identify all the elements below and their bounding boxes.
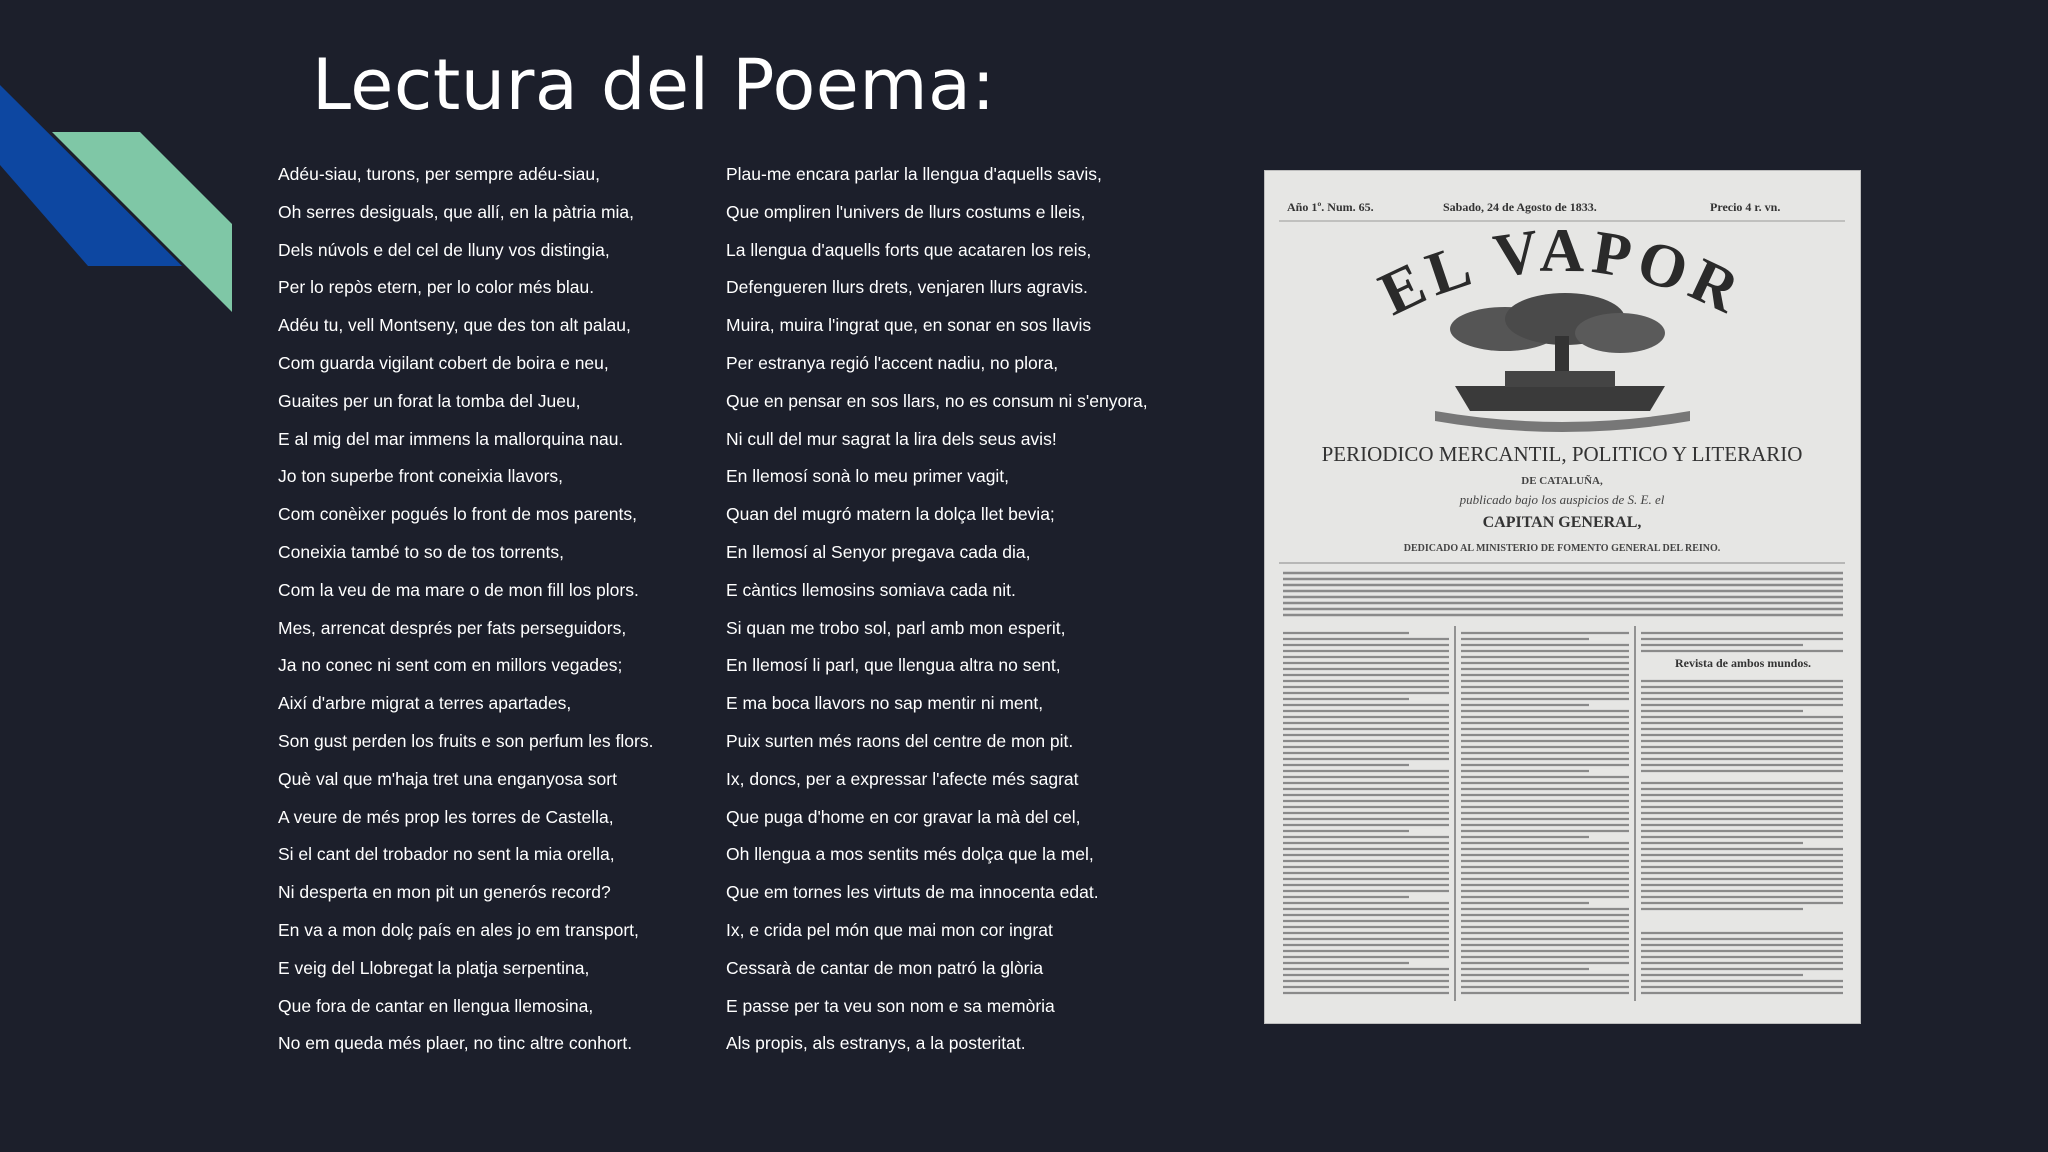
poem-line: Als propis, als estranys, a la posteritat. [726, 1033, 1026, 1054]
poem-line: Puix surten més raons del centre de mon pit. [726, 730, 1074, 751]
poem-line: Mes, arrencat després per fats perseguidors, [278, 617, 627, 638]
poem-line: Ni desperta en mon pit un generós record? [278, 882, 611, 903]
poem-line: Si el cant del trobador no sent la mia orella, [278, 844, 615, 865]
poem-line: E passe per ta veu son nom e sa memòria [726, 995, 1055, 1016]
decorative-stripes [0, 0, 240, 320]
poem-line: Ix, doncs, per a expressar l'afecte més sagrat [726, 768, 1079, 789]
poem-line: Si quan me trobo sol, parl amb mon esperit, [726, 617, 1066, 638]
section-title: Revista de ambos mundos. [1674, 656, 1812, 670]
newspaper-image [1264, 170, 1861, 1024]
poem-line: Com guarda vigilant cobert de boira e neu, [278, 352, 609, 373]
poem-line: Com la veu de ma mare o de mon fill los plors. [278, 579, 639, 600]
poem-line: Que puga d'home en cor gravar la mà del cel, [726, 806, 1081, 827]
poem-line: Ja no conec ni sent com en millors vegades; [278, 655, 623, 676]
poem-line: Així d'arbre migrat a terres apartades, [278, 693, 572, 714]
poem-line: Per estranya regió l'accent nadiu, no plora, [726, 352, 1059, 373]
poem-line: E al mig del mar immens la mallorquina nau. [278, 428, 624, 449]
poem-line: Jo ton superbe front coneixia llavors, [278, 466, 564, 487]
poem-line: Son gust perden los fruits e son perfum les flors. [278, 730, 654, 751]
poem-line: Que ompliren l'univers de llurs costums e lleis, [726, 201, 1086, 222]
steamship-illustration [1435, 293, 1690, 432]
poem-line: Què val que m'haja tret una enganyosa sort [278, 768, 617, 789]
poem-line: Que fora de cantar en llengua llemosina, [278, 995, 594, 1016]
poem-line: Ix, e crida pel món que mai mon cor ingrat [726, 919, 1053, 940]
newspaper-body-text [1283, 573, 1843, 993]
poem-line: Oh serres desiguals, que allí, en la pàtria mia, [278, 201, 635, 222]
poem-line: E càntics llemosins somiava cada nit. [726, 579, 1016, 600]
poem-line: Adéu tu, vell Montseny, que des ton alt palau, [278, 315, 631, 336]
poem-line: Muira, muira l'ingrat que, en sonar en sos llavis [726, 315, 1092, 336]
poem-line: E ma boca llavors no sap mentir ni ment, [726, 693, 1044, 714]
masthead-title: EL VAPOR [1369, 216, 1755, 329]
price-line: Precio 4 r. vn. [1710, 200, 1781, 214]
poem-line: E veig del Llobregat la platja serpentina, [278, 957, 590, 978]
poem-line: No em queda més plaer, no tinc altre conhort. [278, 1033, 633, 1054]
newspaper-subtitle-4: CAPITAN GENERAL, [1482, 514, 1642, 531]
poem-line: Plau-me encara parlar la llengua d'aquells savis, [726, 164, 1102, 184]
poem-line: Que em tornes les virtuts de ma innocenta edat. [726, 882, 1099, 903]
poem-line: Cessarà de cantar de mon patró la glòria [726, 957, 1044, 978]
slide-title: Lectura del Poema: [312, 44, 996, 126]
poem-line: En va a mon dolç país en ales jo em transport, [278, 919, 639, 940]
poem-line: En llemosí li parl, que llengua altra no sent, [726, 655, 1061, 676]
poem-line: Adéu-siau, turons, per sempre adéu-siau, [278, 164, 600, 184]
poem-left-column [278, 162, 653, 1069]
date-line: Sabado, 24 de Agosto de 1833. [1443, 200, 1597, 214]
newspaper-subtitle: PERIODICO MERCANTIL, POLITICO Y LITERARIO [1321, 442, 1803, 466]
poem-line: Oh llengua a mos sentits més dolça que la mel, [726, 844, 1094, 865]
poem-line: Que en pensar en sos llars, no es consum ni s'enyora, [726, 390, 1148, 411]
poem-line: Quan del mugró matern la dolça llet bevia; [726, 504, 1055, 525]
poem-line: A veure de més prop les torres de Castella, [278, 806, 614, 827]
issue-line: Año 1º. Num. 65. [1287, 200, 1374, 214]
poem-line: Com conèixer pogués lo front de mos parents, [278, 504, 637, 525]
newspaper-subtitle-3: publicado bajo los auspicios de S. E. el [1459, 492, 1665, 507]
poem-line: Ni cull del mur sagrat la lira dels seus avis! [726, 428, 1057, 449]
poem-line: Guaites per un forat la tomba del Jueu, [278, 390, 581, 411]
poem-line: En llemosí al Senyor pregava cada dia, [726, 541, 1031, 562]
poem-line: Per lo repòs etern, per lo color més blau. [278, 277, 595, 298]
newspaper-subtitle-2: DE CATALUÑA, [1521, 475, 1603, 487]
poem-right-column [726, 162, 1148, 1069]
poem-line: La llengua d'aquells forts que acataren los reis, [726, 239, 1092, 260]
poem-line: En llemosí sonà lo meu primer vagit, [726, 466, 1010, 487]
newspaper-subtitle-5: DEDICADO AL MINISTERIO DE FOMENTO GENERAL DEL REINO. [1403, 543, 1721, 554]
poem-line: Dels núvols e del cel de lluny vos distingia, [278, 239, 610, 260]
poem-line: Defengueren llurs drets, venjaren llurs agravis. [726, 277, 1088, 298]
poem-line: Coneixia també to so de tos torrents, [278, 541, 564, 562]
